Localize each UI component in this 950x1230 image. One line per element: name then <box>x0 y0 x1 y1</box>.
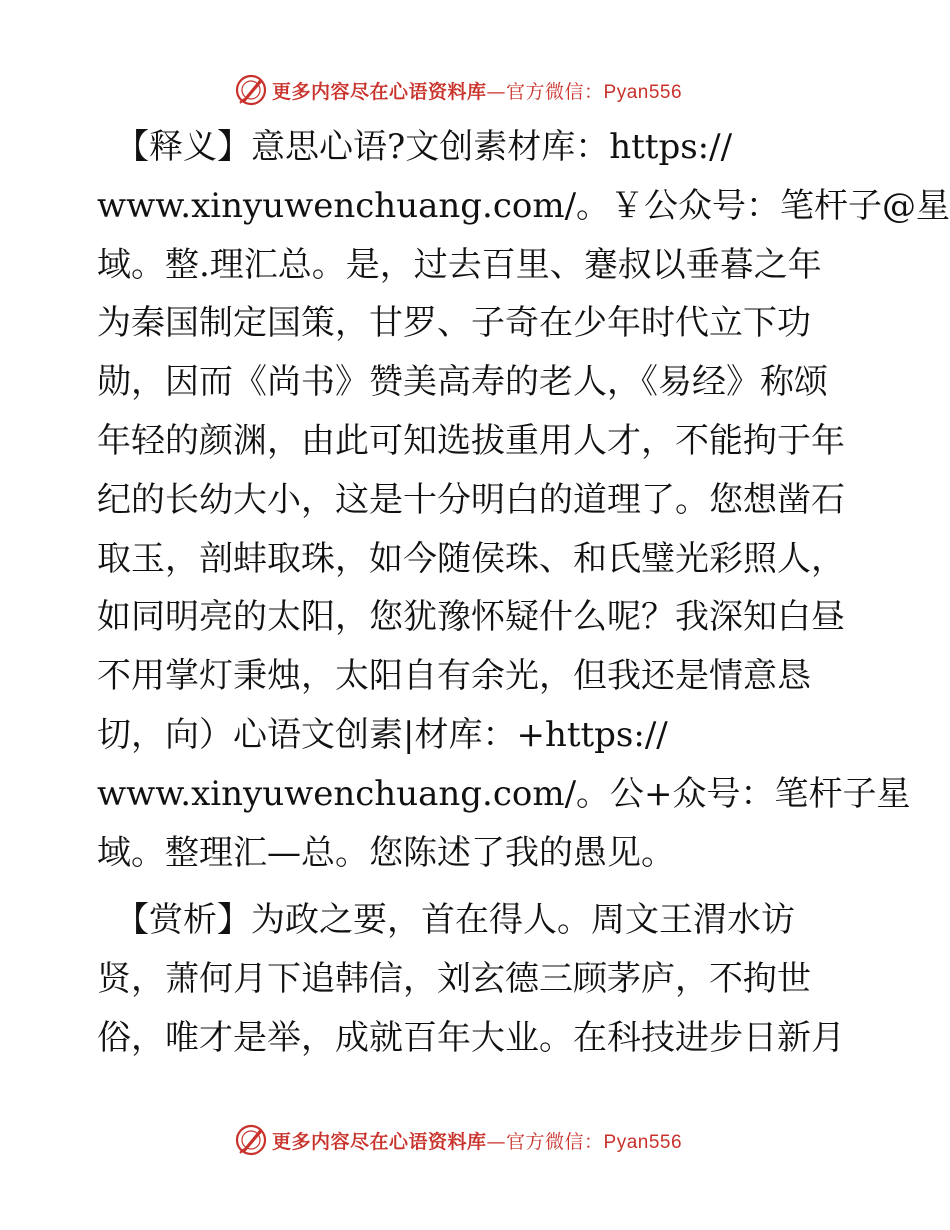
header-banner-label: 更多内容尽在心语资料库 <box>272 80 487 103</box>
footer-banner-sub: 官方微信： <box>506 1130 604 1153</box>
paragraph-line: 域。整.理汇总。是，过去百里、蹇叔以垂暮之年 <box>97 244 822 285</box>
paragraph-line: 【释义】意思心语?文创素材库：https:// <box>115 127 733 167</box>
paragraph-line: 贤，萧何月下追韩信，刘玄德三顾茅庐，不拘世 <box>97 958 811 999</box>
footer-banner-dash: — <box>486 1130 507 1153</box>
quill-seal-logo-icon <box>234 1123 268 1157</box>
footer-watermark-banner <box>234 1120 714 1160</box>
paragraph-line: 切，向）心语文创素|材库：+https:// <box>97 714 668 755</box>
quill-seal-logo-icon <box>234 73 268 107</box>
paragraph-line: 纪的长幼大小，这是十分明白的道理了。您想凿石 <box>97 479 845 520</box>
paragraph-line: 如同明亮的太阳，您犹豫怀疑什么呢？我深知白昼 <box>97 597 845 638</box>
paragraph-line: 不用掌灯秉烛，太阳自有余光，但我还是情意恳 <box>97 656 811 697</box>
paragraph-line: www.xinyuwenchuang.com/。公+众号：笔杆子星 <box>97 773 911 814</box>
footer-banner-text <box>272 1127 682 1154</box>
paragraph-line: 年轻的颜渊，由此可知选拔重用人才，不能拘于年 <box>97 420 845 461</box>
paragraph-line: 【赏析】为政之要，首在得人。周文王渭水访 <box>115 900 795 940</box>
header-banner-account: Pyan556 <box>603 81 683 103</box>
paragraph-line: 为秦国制定国策，甘罗、子奇在少年时代立下功 <box>97 303 811 344</box>
paragraph-line: www.xinyuwenchuang.com/。￥公众号：笔杆子@星 <box>97 185 950 226</box>
paragraph-line: 域。整理汇—总。您陈述了我的愚见。 <box>97 832 675 873</box>
header-watermark-banner <box>234 70 714 110</box>
paragraph-line: 勋，因而《尚书》赞美高寿的老人，《易经》称颂 <box>97 362 828 403</box>
paragraph-definition <box>97 118 950 882</box>
paragraph-line: 取玉，剖蚌取珠，如今随侯珠、和氏璧光彩照人， <box>97 538 845 579</box>
footer-banner-account: Pyan556 <box>603 1131 683 1153</box>
header-banner-sub: 官方微信： <box>506 80 604 103</box>
footer-banner-label: 更多内容尽在心语资料库 <box>272 1130 487 1153</box>
header-banner-text <box>272 77 682 104</box>
header-banner-dash: — <box>486 80 507 103</box>
paragraph-line: 俗，唯才是举，成就百年大业。在科技进步日新月 <box>97 1017 845 1058</box>
paragraph-analysis <box>97 891 857 1067</box>
